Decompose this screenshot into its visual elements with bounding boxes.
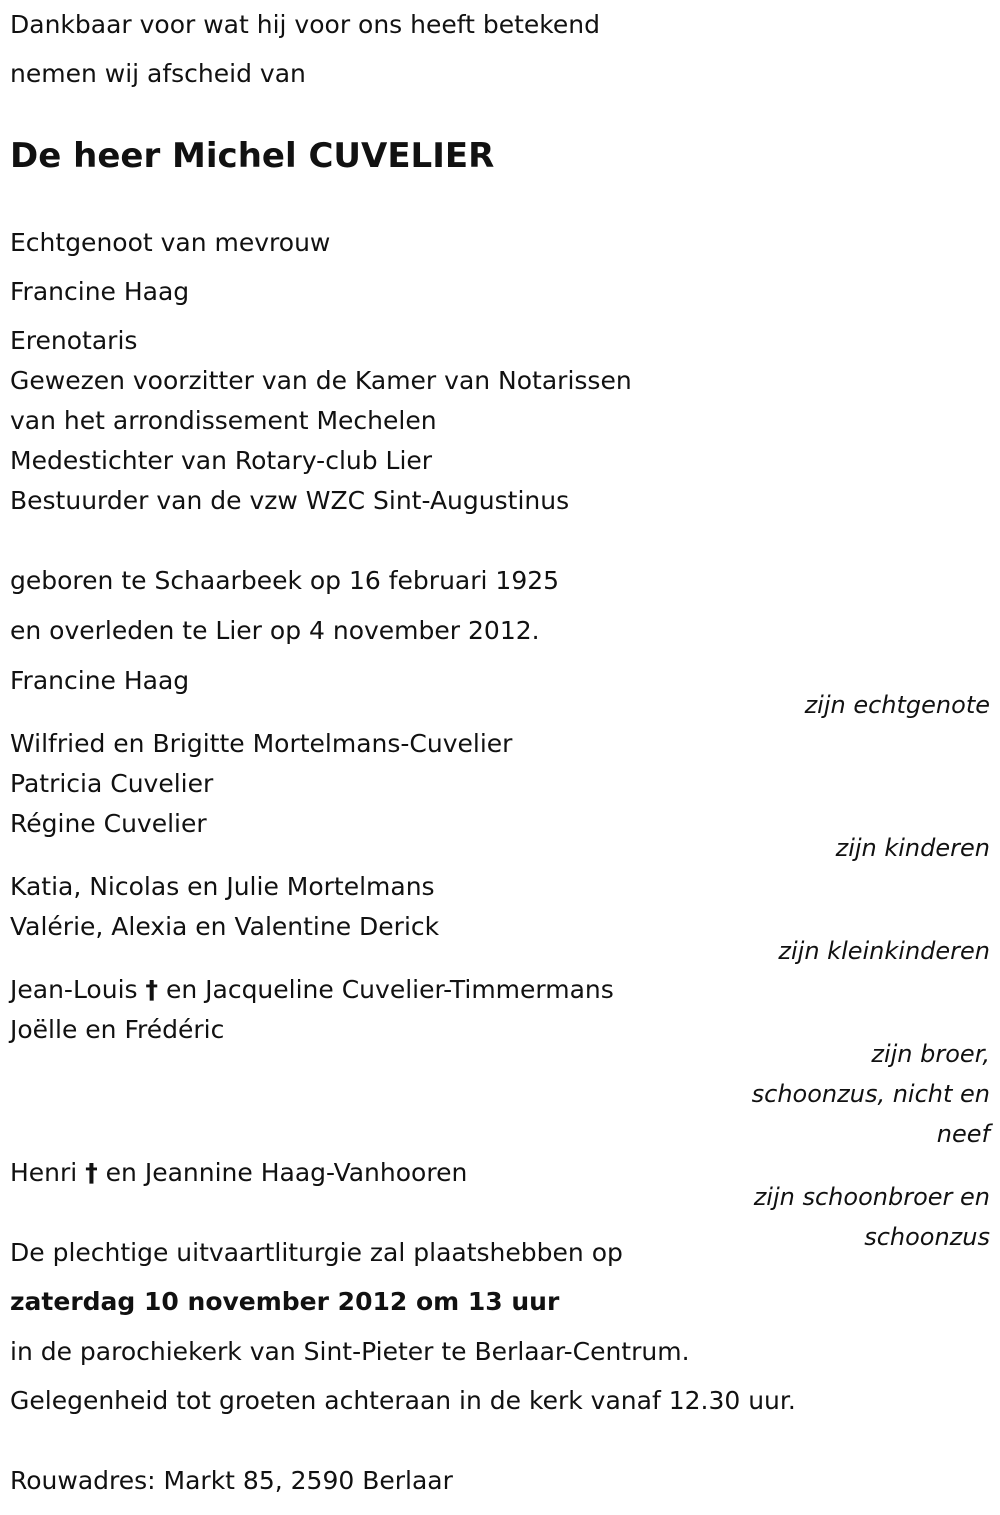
relation-label: schoonzus xyxy=(864,1223,990,1251)
inlaws-line xyxy=(10,1158,467,1188)
intro-line-2: nemen wij afscheid van xyxy=(10,59,306,88)
relation-label: zijn kleinkinderen xyxy=(778,937,990,965)
grandchildren-relation xyxy=(778,931,990,971)
funeral-datetime: zaterdag 10 november 2012 om 13 uur xyxy=(10,1287,560,1316)
intro-line-1: Dankbaar voor wat hij voor ons heeft betekend xyxy=(10,10,600,39)
title-line: van het arrondissement Mechelen xyxy=(10,406,437,435)
cross-icon: † xyxy=(85,1158,98,1187)
birth-line: geboren te Schaarbeek op 16 februari 1925 xyxy=(10,566,560,595)
death-line: en overleden te Lier op 4 november 2012. xyxy=(10,616,540,645)
child-name: Wilfried en Brigitte Mortelmans-Cuvelier xyxy=(10,729,513,758)
brother-name: Jean-Louis xyxy=(10,975,138,1004)
family-spouse-relation xyxy=(805,685,990,725)
inlaws-relation xyxy=(754,1177,990,1257)
grandchild-name: Valérie, Alexia en Valentine Derick xyxy=(10,912,440,941)
family-spouse-name: Francine Haag xyxy=(10,666,190,695)
deceased-name: De heer Michel CUVELIER xyxy=(10,136,495,176)
child-name: Patricia Cuvelier xyxy=(10,769,214,798)
funeral-greeting: Gelegenheid tot groeten achteraan in de kerk vanaf 12.30 uur. xyxy=(10,1386,796,1415)
children-relation xyxy=(836,828,990,868)
funeral-intro: De plechtige uitvaartliturgie zal plaatshebben op xyxy=(10,1238,623,1267)
title-line: Erenotaris xyxy=(10,326,138,355)
grandchild-name: Katia, Nicolas en Julie Mortelmans xyxy=(10,872,435,901)
inlaw-name: Henri xyxy=(10,1158,78,1187)
mourning-address: Rouwadres: Markt 85, 2590 Berlaar xyxy=(10,1466,453,1495)
cross-icon: † xyxy=(145,975,158,1004)
title-line: Gewezen voorzitter van de Kamer van Notarissen xyxy=(10,366,632,395)
spouse-name: Francine Haag xyxy=(10,277,190,306)
relation-label: zijn schoonbroer en xyxy=(753,1183,990,1211)
relation-label: schoonzus, nicht en xyxy=(751,1080,990,1108)
inlaw-spouse-name: en Jeannine Haag-Vanhooren xyxy=(105,1158,468,1187)
title-line: Bestuurder van de vzw WZC Sint-Augustinus xyxy=(10,486,570,515)
child-name: Régine Cuvelier xyxy=(10,809,207,838)
relation-label: neef xyxy=(936,1120,990,1148)
funeral-location: in de parochiekerk van Sint-Pieter te Berlaar-Centrum. xyxy=(10,1337,690,1366)
relation-label: zijn kinderen xyxy=(835,834,990,862)
title-line: Medestichter van Rotary-club Lier xyxy=(10,446,433,475)
brother-relation xyxy=(752,1034,990,1154)
relation-label: zijn echtgenote xyxy=(804,691,990,719)
niece-nephew-line: Joëlle en Frédéric xyxy=(10,1015,225,1044)
brother-line xyxy=(10,975,614,1005)
relation-label: zijn broer, xyxy=(871,1040,990,1068)
brother-spouse-name: en Jacqueline Cuvelier-Timmermans xyxy=(165,975,614,1004)
spouse-relation: Echtgenoot van mevrouw xyxy=(10,228,331,257)
